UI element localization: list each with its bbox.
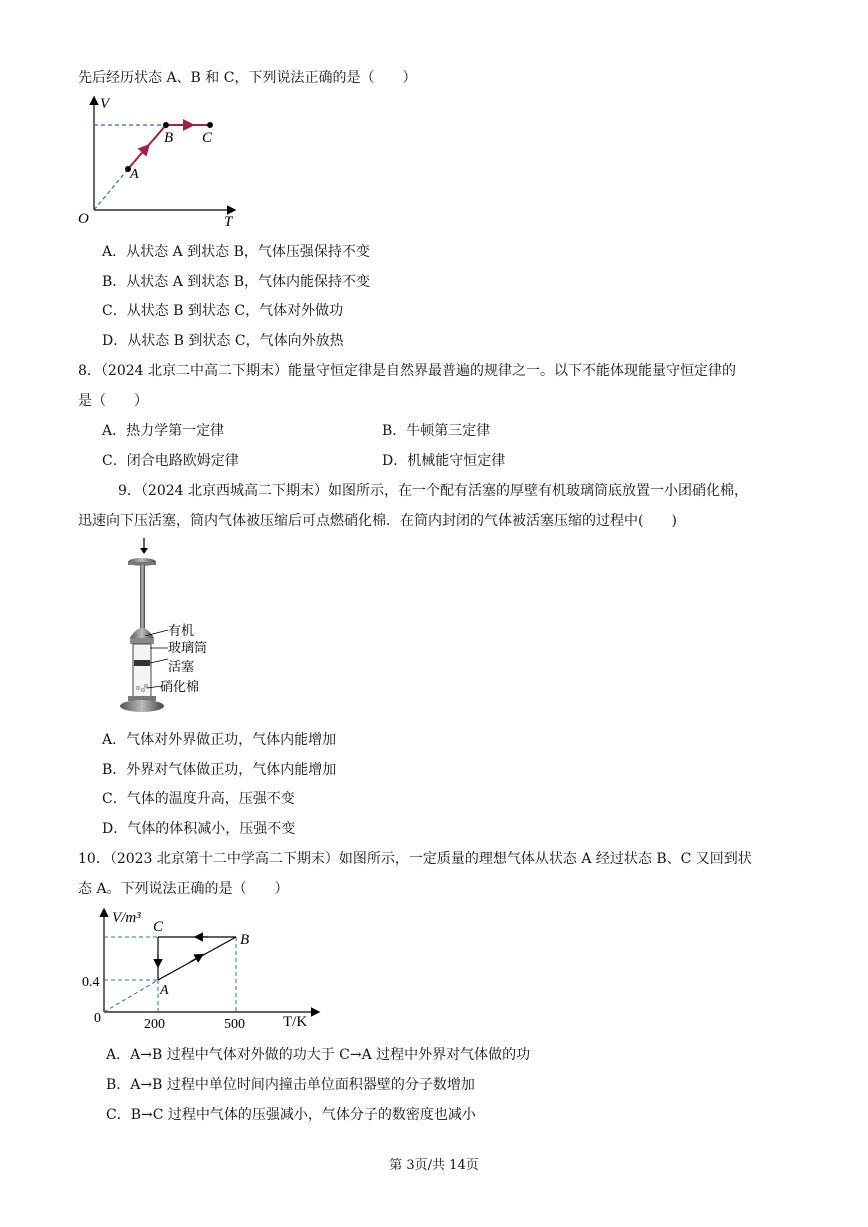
v-axis-label: V bbox=[100, 96, 110, 112]
q9-option-b[interactable]: B．外界对气体做正功，气体内能增加 bbox=[102, 762, 337, 778]
q8-stem-line1: 8．（2024 北京二中高二下期末）能量守恒定律是自然界最普遍的规律之一。以下不能体现能量守恒定律的 bbox=[78, 363, 736, 379]
q10-stem-line1: 10．（2023 北京第十二中学高二下期末）如图所示，一定质量的理想气体从状态 A 经过状态 B、C 又回到状 bbox=[78, 851, 752, 867]
point-b-label: B bbox=[240, 932, 250, 948]
label-xiaohuamian: 硝化棉 bbox=[160, 679, 200, 694]
tick-200: 200 bbox=[144, 1017, 165, 1030]
label-youji: 有机 bbox=[168, 623, 195, 638]
q8-option-c[interactable]: C．闭合电路欧姆定律 bbox=[102, 453, 239, 469]
tick-500: 500 bbox=[224, 1017, 245, 1030]
page-footer: 第 3页/共 14页 bbox=[389, 1158, 479, 1173]
q7-option-d[interactable]: D．从状态 B 到状态 C，气体向外放热 bbox=[102, 333, 344, 349]
q9-option-c[interactable]: C．气体的温度升高，压强不变 bbox=[102, 791, 295, 807]
point-a-label: A bbox=[130, 167, 139, 182]
q9-fire-syringe-figure bbox=[112, 536, 222, 718]
q10-option-c[interactable]: C．B→C 过程中气体的压强减小，气体分子的数密度也减小 bbox=[106, 1107, 476, 1123]
q7-option-a[interactable]: A．从状态 A 到状态 B，气体压强保持不变 bbox=[102, 244, 370, 260]
q8-option-a[interactable]: A．热力学第一定律 bbox=[102, 423, 225, 439]
label-bolitong: 玻璃筒 bbox=[168, 640, 208, 655]
q10-stem-line2: 态 A。下列说法正确的是（ ） bbox=[78, 881, 289, 897]
point-c-label: C bbox=[153, 919, 164, 935]
label-huosai: 活塞 bbox=[168, 659, 195, 674]
q7-option-c[interactable]: C．从状态 B 到状态 C，气体对外做功 bbox=[102, 303, 344, 319]
q10-vt-cycle-graph bbox=[78, 904, 328, 1030]
point-b-label: B bbox=[164, 130, 174, 146]
q9-option-d[interactable]: D．气体的体积减小，压强不变 bbox=[102, 821, 296, 837]
q8-option-b[interactable]: B．牛顿第三定律 bbox=[382, 423, 491, 439]
q9-stem-line1: 9．（2024 北京西城高二下期末）如图所示，在一个配有活塞的厚壁有机玻璃筒底放置一小团硝化棉， bbox=[118, 483, 748, 499]
q10-option-a[interactable]: A．A→B 过程中气体对外做的功大于 C→A 过程中外界对气体做的功 bbox=[106, 1047, 531, 1063]
q7-option-b[interactable]: B．从状态 A 到状态 B，气体内能保持不变 bbox=[102, 274, 371, 290]
q7-vt-graph bbox=[74, 92, 244, 228]
q9-stem-line2: 迅速向下压活塞，筒内气体被压缩后可点燃硝化棉．在筒内封闭的气体被活塞压缩的过程中( ) bbox=[78, 513, 677, 529]
point-a-label: A bbox=[160, 983, 169, 998]
t-axis-label: T bbox=[224, 214, 233, 228]
q7-stem: 先后经历状态 A、B 和 C，下列说法正确的是（ ） bbox=[78, 70, 417, 86]
tick-0-4: 0.4 bbox=[82, 975, 100, 990]
q8-option-d[interactable]: D．机械能守恒定律 bbox=[382, 453, 506, 469]
svg-text:V/m³ bbox=[112, 910, 141, 926]
point-c-label: C bbox=[202, 130, 213, 146]
v-axis-label: V/m³ bbox=[112, 910, 141, 926]
q8-stem-line2: 是（ ） bbox=[78, 393, 148, 409]
origin-label: O bbox=[78, 211, 89, 227]
q10-option-b[interactable]: B．A→B 过程中单位时间内撞击单位面积器壁的分子数增加 bbox=[106, 1077, 475, 1093]
origin-label: 0 bbox=[94, 1011, 101, 1026]
q9-option-a[interactable]: A．气体对外界做正功，气体内能增加 bbox=[102, 732, 337, 748]
t-axis-label: T/K bbox=[283, 1014, 308, 1030]
